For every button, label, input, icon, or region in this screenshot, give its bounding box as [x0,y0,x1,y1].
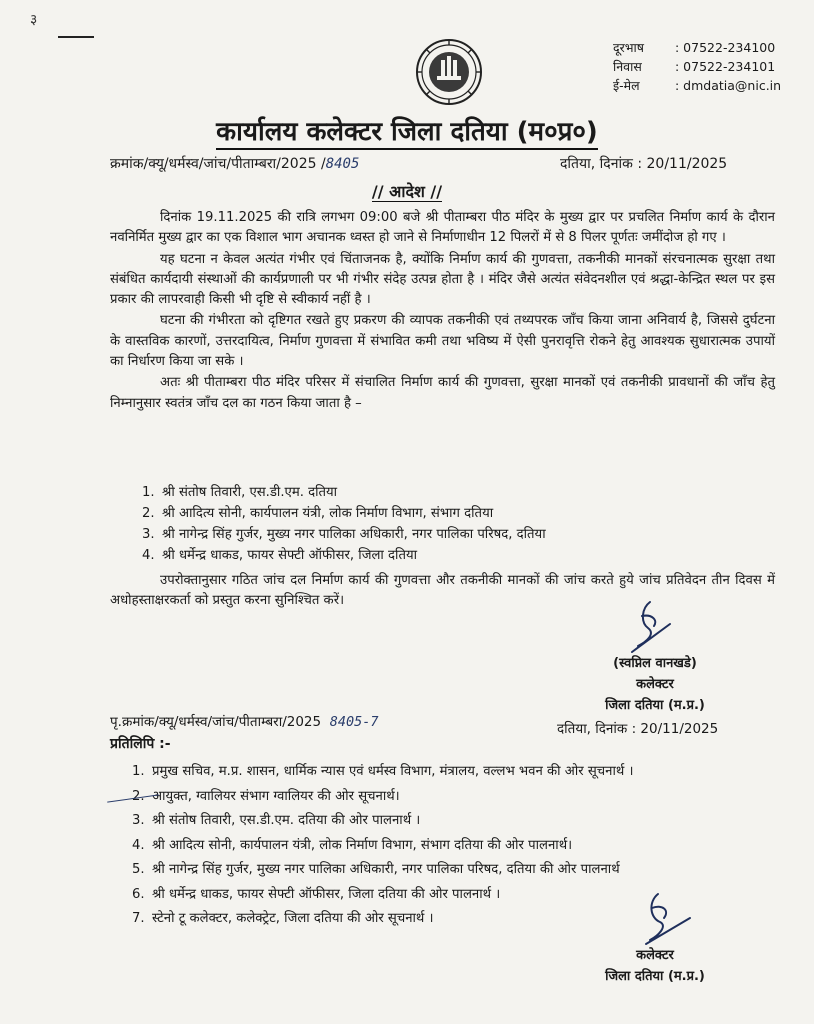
list-item-text: श्री धर्मेन्द्र धाकड, फायर सेफ्टी ऑफीसर, जिला दतिया की ओर पालनार्थ । [152,886,501,902]
signatory-block-copy [585,945,725,987]
list-item-text: श्री नागेन्द्र सिंह गुर्जर, मुख्य नगर पालिका अधिकारी, नगर पालिका परिषद, दतिया की ओर पालनार्थ [152,862,620,877]
list-item [132,760,633,785]
list-item-text: श्री आदित्य सोनी, कार्यपालन यंत्री, लोक निर्माण विभाग, संभाग दतिया [162,506,494,521]
list-item-number: 4. [142,548,155,563]
list-item [132,785,633,810]
paragraph-1: दिनांक 19.11.2025 की रात्रि लगभग 09:00 बजे श्री पीताम्बरा पीठ मंदिर के मुख्य द्वार पर प्रचलित निर्माण कार्य के दौरान नवनिर्मित मुख्य द्वार का एक विशाल भाग अचानक ध्वस्त हो जाने से निर्माणाधीन 12 पिलरों में से 8 पिलर पूर्णतः जमींदोज हो गए । [110,210,775,246]
signatory-designation: कलेक्टर [636,677,674,692]
office-title-text: कार्यालय कलेक्टर जिला दतिया (म०प्र०) [216,117,598,150]
list-item-text: श्री धर्मेन्द्र धाकड, फायर सेफ्टी ऑफीसर, जिला दतिया [162,548,418,563]
endorsement-number-text: पृ.क्रमांक/क्यू/धर्मस्व/जांच/पीताम्बरा/2025 [110,714,322,730]
list-item-text: श्री नागेन्द्र सिंह गुर्जर, मुख्य नगर पालिका अधिकारी, नगर पालिका परिषद, दतिया [162,527,546,542]
signature-icon [628,888,700,950]
list-item-text: स्टेनो टू कलेक्टर, कलेक्ट्रेट, जिला दतिया की ओर सूचनार्थ । [152,911,434,926]
list-item-number: 1. [132,764,145,779]
inquiry-team-list [142,482,546,566]
residence-value: : 07522-234101 [675,59,776,74]
phone-value: : 07522-234100 [675,40,776,55]
list-item-number: 2. [132,788,145,804]
signatory-district: जिला दतिया (म.प्र.) [605,969,705,984]
list-item-text: प्रमुख सचिव, म.प्र. शासन, धार्मिक न्यास एवं धर्मस्व विभाग, मंत्रालय, वल्लभ भवन की ओर सूचनार्थ । [152,764,634,779]
paragraph-2: यह घटना न केवल अत्यंत गंभीर एवं चिंताजनक है, क्योंकि निर्माण कार्य की गुणवत्ता, तकनीकी मानकों संरचनात्मक सुरक्षा तथा संबंधित कार्यदायी संस्थाओं की कार्यप्रणाली पर भी गंभीर संदेह उत्पन्न होता है । मंदिर जैसे अत्यंत संवेदनशील एवं श्रद्धा-केन्द्रित स्थल पर इस प्रकार की लापरवाही किसी भी दृष्टि से स्वीकार्य नहीं है । [110,251,775,308]
list-item-text: श्री संतोष तिवारी, एस.डी.एम. दतिया [162,485,338,500]
signatory-block [585,653,725,716]
list-item-text: श्री संतोष तिवारी, एस.डी.एम. दतिया की ओर पालनार्थ । [152,813,421,828]
signatory-name: (स्वप्निल वानखडे) [613,656,697,671]
list-item-text: आयुक्त, ग्वालियर संभाग ग्वालियर की ओर सूचनार्थ। [152,788,400,804]
order-body [110,208,775,415]
list-item-text: श्री आदित्य सोनी, कार्यपालन यंत्री, लोक निर्माण विभाग, संभाग दतिया की ओर पालनार्थ। [152,837,573,853]
paragraph-4: अतः श्री पीताम्बरा पीठ मंदिर परिसर में संचालित निर्माण कार्य की गुणवत्ता, सुरक्षा मानकों एवं तकनीकी प्रावधानों की जाँच हेतु निम्नानुसार स्वतंत्र जाँच दल का गठन किया जाता है – [110,375,775,411]
contact-block [613,38,781,95]
list-item [132,834,633,859]
list-item [142,482,546,503]
list-item [132,858,633,883]
list-item-number: 6. [132,886,145,902]
reference-number-text: क्रमांक/क्यू/धर्मस्व/जांच/पीताम्बरा/2025 / [110,156,326,172]
list-item [132,907,633,932]
reference-number [110,154,359,173]
email-value: : dmdatia@nic.in [675,78,782,93]
signature-icon [612,598,682,660]
list-item [142,524,546,545]
office-title [0,112,814,148]
list-item [132,809,633,834]
residence-label: निवास [613,59,642,74]
list-item [142,503,546,524]
closing-paragraph: उपरोक्तानुसार गठित जांच दल निर्माण कार्य की गुणवत्ता और तकनीकी मानकों की जांच करते हुये जांच प्रतिवेदन तीन दिवस में अधोहस्ताक्षरकर्ता को प्रस्तुत करना सुनिश्चित करें। [110,573,775,609]
corner-mark: ३ [30,12,38,28]
list-item-number: 4. [132,837,145,853]
order-heading-text: // आदेश // [371,182,443,201]
list-item-number: 2. [142,506,155,521]
copy-label: प्रतिलिपि :- [110,736,171,752]
copy-list [132,760,633,932]
email-label: ई-मेल [613,78,640,93]
phone-label: दूरभाष [613,40,645,55]
list-item-number: 5. [132,862,145,877]
corner-line [58,36,94,38]
mp-state-emblem-icon [415,38,483,106]
list-item-number: 3. [142,527,155,542]
reference-number-handwritten: 8405 [325,156,360,172]
list-item [142,545,546,566]
list-item-number: 7. [132,911,145,926]
signatory-district: जिला दतिया (म.प्र.) [605,698,705,713]
signatory-designation: कलेक्टर [636,948,674,963]
order-date: दतिया, दिनांक : 20/11/2025 [560,156,728,172]
order-heading [0,180,814,202]
endorsement-number-handwritten: 8405-7 [329,714,379,730]
list-item-number: 1. [142,485,155,500]
endorsement-number [110,712,378,730]
paragraph-3: घटना की गंभीरता को दृष्टिगत रखते हुए प्रकरण की व्यापक तकनीकी एवं तथ्यपरक जाँच किया जाना अनिवार्य है, जिससे दुर्घटना के वास्तविक कारणों, उत्तरदायित्व, निर्माण गुणवत्ता में संभावित कमी तथा भविष्य में ऐसी पुनरावृत्ति रोकने हेतु आवश्यक सुधारात्मक उपायों का निर्धारण किया जा सके । [110,313,775,370]
list-item [132,883,633,908]
list-item-number: 3. [132,813,145,828]
endorsement-date: दतिया, दिनांक : 20/11/2025 [557,721,719,737]
